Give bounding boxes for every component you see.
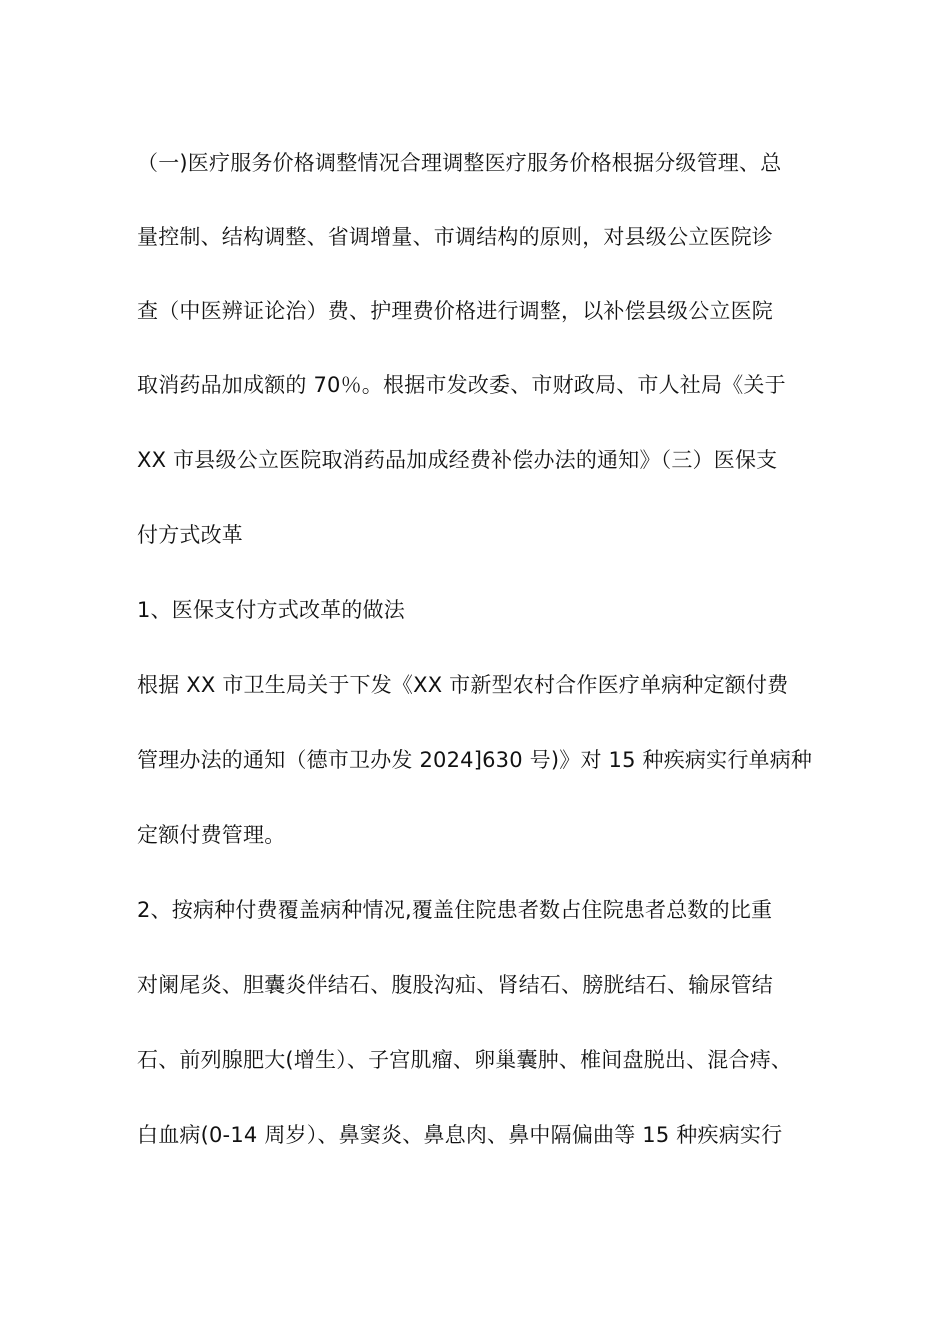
text-line-10: 定额付费管理。 [137, 823, 286, 847]
text-line-6: 付方式改革 [137, 523, 243, 547]
text-line-2: 量控制、结构调整、省调增量、市调结构的原则，对县级公立医院诊 [137, 225, 773, 249]
text-line-13: 石、前列腺肥大(增生）、子宫肌瘤、卵巢囊肿、椎间盘脱出、混合痔、 [137, 1048, 793, 1072]
section-heading-1: 1、医保支付方式改革的做法 [137, 598, 405, 622]
section-heading-2: 2、按病种付费覆盖病种情况,覆盖住院患者数占住院患者总数的比重 [137, 898, 773, 922]
text-line-1: （一)医疗服务价格调整情况合理调整医疗服务价格根据分级管理、总 [137, 151, 782, 175]
text-line-3: 查（中医辨证论治）费、护理费价格进行调整，以补偿县级公立医院 [137, 299, 773, 323]
text-line-12: 对阑尾炎、胆囊炎伴结石、腹股沟疝、肾结石、膀胱结石、输尿管结 [137, 973, 773, 997]
text-line-4: 取消药品加成额的 70％。根据市发改委、市财政局、市人社局《关于 [137, 373, 786, 397]
text-line-9: 管理办法的通知（德市卫办发 2024]630 号)》对 15 种疾病实行单病种 [137, 748, 813, 772]
text-line-5: XX 市县级公立医院取消药品加成经费补偿办法的通知》（三）医保支 [137, 448, 778, 472]
text-line-8: 根据 XX 市卫生局关于下发《XX 市新型农村合作医疗单病种定额付费 [137, 673, 789, 697]
text-line-14: 白血病(0-14 周岁）、鼻窦炎、鼻息肉、鼻中隔偏曲等 15 种疾病实行 [137, 1123, 783, 1147]
